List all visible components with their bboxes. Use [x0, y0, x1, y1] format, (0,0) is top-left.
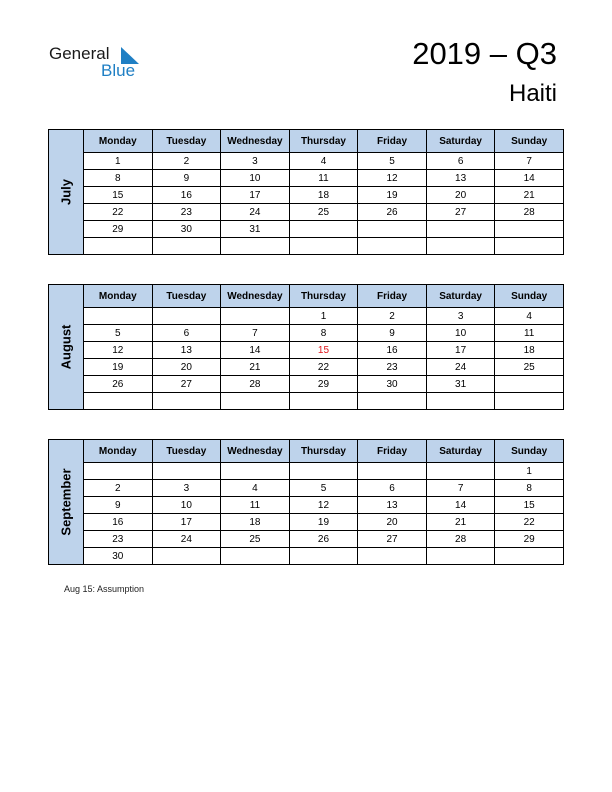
week-row: [49, 187, 564, 204]
day-cell: 24: [221, 204, 290, 221]
day-cell: 16: [358, 342, 427, 359]
day-cell: 18: [289, 187, 358, 204]
day-cell: [426, 221, 495, 238]
weekday-header: Friday: [358, 440, 427, 463]
calendar-july: [48, 129, 564, 255]
country-name: Haiti: [508, 80, 557, 107]
day-cell: 13: [358, 497, 427, 514]
weekday-header: Thursday: [289, 285, 358, 308]
day-cell: 5: [289, 480, 358, 497]
day-cell: [495, 376, 564, 393]
day-cell: [289, 238, 358, 255]
day-cell: 20: [426, 187, 495, 204]
day-cell: [426, 463, 495, 480]
day-cell: 29: [84, 221, 153, 238]
day-cell: 23: [84, 531, 153, 548]
day-cell: 4: [289, 153, 358, 170]
weekday-header: Monday: [84, 130, 153, 153]
day-cell: 11: [221, 497, 290, 514]
day-cell: [289, 548, 358, 565]
day-cell: [152, 463, 221, 480]
day-cell: 23: [358, 359, 427, 376]
day-cell: 14: [426, 497, 495, 514]
day-cell: 8: [495, 480, 564, 497]
day-cell: [221, 463, 290, 480]
day-cell: [221, 308, 290, 325]
day-cell: [289, 463, 358, 480]
day-cell: 17: [152, 514, 221, 531]
day-cell: 1: [84, 153, 153, 170]
day-cell: [358, 548, 427, 565]
day-cell: 7: [221, 325, 290, 342]
day-cell: 19: [84, 359, 153, 376]
day-cell: 4: [495, 308, 564, 325]
day-cell: 1: [495, 463, 564, 480]
day-cell: [358, 393, 427, 410]
day-cell: 11: [289, 170, 358, 187]
day-cell: 13: [152, 342, 221, 359]
day-cell: [221, 548, 290, 565]
day-cell: 14: [221, 342, 290, 359]
day-cell: [358, 221, 427, 238]
day-cell: 21: [495, 187, 564, 204]
week-row: [49, 463, 564, 480]
week-row: [49, 221, 564, 238]
holiday-note: Aug 15: Assumption: [64, 584, 145, 594]
day-cell: [289, 393, 358, 410]
day-cell: [426, 548, 495, 565]
day-cell: 27: [426, 204, 495, 221]
day-cell: 9: [84, 497, 153, 514]
weekday-header: Tuesday: [152, 440, 221, 463]
day-cell: 30: [84, 548, 153, 565]
day-cell: 25: [289, 204, 358, 221]
page-title: 2019 – Q3: [412, 36, 557, 71]
day-cell: [221, 393, 290, 410]
month-table: [48, 129, 564, 255]
day-cell: [84, 463, 153, 480]
day-cell: 7: [495, 153, 564, 170]
day-cell: 24: [152, 531, 221, 548]
day-cell: 24: [426, 359, 495, 376]
day-cell: 4: [221, 480, 290, 497]
day-cell: 18: [221, 514, 290, 531]
weekday-header: Saturday: [426, 130, 495, 153]
weekday-header: Monday: [84, 285, 153, 308]
weekday-header: Tuesday: [152, 285, 221, 308]
day-cell: [152, 308, 221, 325]
day-cell: [289, 221, 358, 238]
week-row: [49, 359, 564, 376]
day-cell: 2: [152, 153, 221, 170]
day-cell: 20: [358, 514, 427, 531]
week-row: [49, 480, 564, 497]
day-cell: 17: [426, 342, 495, 359]
day-cell: 28: [426, 531, 495, 548]
day-cell: [152, 548, 221, 565]
calendar-august: [48, 284, 564, 410]
weekday-header: Tuesday: [152, 130, 221, 153]
month-label: [49, 440, 84, 565]
weekday-header: Saturday: [426, 440, 495, 463]
weekday-header: Sunday: [495, 440, 564, 463]
week-row: [49, 393, 564, 410]
day-cell: 20: [152, 359, 221, 376]
month-label: [49, 285, 84, 410]
weekday-header: Thursday: [289, 440, 358, 463]
weekday-header: Wednesday: [221, 285, 290, 308]
week-row: [49, 376, 564, 393]
week-row: [49, 342, 564, 359]
day-cell: [84, 238, 153, 255]
day-cell: 22: [289, 359, 358, 376]
week-row: [49, 514, 564, 531]
day-cell: 22: [495, 514, 564, 531]
day-cell: [495, 548, 564, 565]
day-cell: 27: [358, 531, 427, 548]
day-cell: 6: [358, 480, 427, 497]
day-cell: [426, 393, 495, 410]
week-row: [49, 325, 564, 342]
day-cell: 31: [221, 221, 290, 238]
day-cell: 29: [289, 376, 358, 393]
week-row: [49, 238, 564, 255]
day-cell: 2: [358, 308, 427, 325]
day-cell: 10: [221, 170, 290, 187]
day-cell: 9: [152, 170, 221, 187]
weekday-header: Sunday: [495, 130, 564, 153]
day-cell: 15: [495, 497, 564, 514]
day-cell: [426, 238, 495, 255]
day-cell: 25: [221, 531, 290, 548]
day-cell: 26: [84, 376, 153, 393]
day-cell: [495, 238, 564, 255]
day-cell: 21: [426, 514, 495, 531]
day-cell: 30: [358, 376, 427, 393]
day-cell: 13: [426, 170, 495, 187]
day-cell: 17: [221, 187, 290, 204]
day-cell: [152, 393, 221, 410]
day-cell: [152, 238, 221, 255]
weekday-header: Sunday: [495, 285, 564, 308]
day-cell: 11: [495, 325, 564, 342]
day-cell: 27: [152, 376, 221, 393]
week-row: [49, 153, 564, 170]
month-name: August: [58, 324, 74, 370]
day-cell: 5: [358, 153, 427, 170]
day-cell: [495, 221, 564, 238]
day-cell: [495, 393, 564, 410]
day-cell: 23: [152, 204, 221, 221]
day-cell: 31: [426, 376, 495, 393]
day-cell: 3: [152, 480, 221, 497]
day-cell: 26: [358, 204, 427, 221]
day-cell: 5: [84, 325, 153, 342]
weekday-header: Thursday: [289, 130, 358, 153]
day-cell: 14: [495, 170, 564, 187]
calendar-september: [48, 439, 564, 565]
weekday-header: Friday: [358, 285, 427, 308]
day-cell: 6: [152, 325, 221, 342]
month-table: [48, 439, 564, 565]
month-table: [48, 284, 564, 410]
day-cell: 29: [495, 531, 564, 548]
weekday-header: Wednesday: [221, 130, 290, 153]
day-cell: [84, 393, 153, 410]
day-cell: 19: [358, 187, 427, 204]
day-cell: 25: [495, 359, 564, 376]
month-name: September: [58, 468, 74, 536]
day-cell: 12: [358, 170, 427, 187]
weekday-header: Monday: [84, 440, 153, 463]
day-cell: 12: [84, 342, 153, 359]
day-cell: 10: [426, 325, 495, 342]
day-cell: 22: [84, 204, 153, 221]
day-cell: [358, 238, 427, 255]
month-name: July: [58, 178, 74, 206]
day-cell: 19: [289, 514, 358, 531]
week-row: [49, 308, 564, 325]
day-cell: [358, 463, 427, 480]
weekday-header: Friday: [358, 130, 427, 153]
day-cell: 15: [289, 342, 358, 359]
weekday-header: Wednesday: [221, 440, 290, 463]
day-cell: 16: [152, 187, 221, 204]
day-cell: 9: [358, 325, 427, 342]
day-cell: 28: [221, 376, 290, 393]
day-cell: [221, 238, 290, 255]
day-cell: 8: [84, 170, 153, 187]
day-cell: 16: [84, 514, 153, 531]
week-row: [49, 531, 564, 548]
week-row: [49, 497, 564, 514]
weekday-header: Saturday: [426, 285, 495, 308]
day-cell: 2: [84, 480, 153, 497]
day-cell: [84, 308, 153, 325]
day-cell: 7: [426, 480, 495, 497]
day-cell: 3: [426, 308, 495, 325]
day-cell: 26: [289, 531, 358, 548]
day-cell: 28: [495, 204, 564, 221]
weekday-header-row: [49, 440, 564, 463]
day-cell: 8: [289, 325, 358, 342]
weekday-header-row: [49, 285, 564, 308]
logo: [49, 44, 159, 84]
week-row: [49, 170, 564, 187]
month-label: [49, 130, 84, 255]
day-cell: 6: [426, 153, 495, 170]
logo-general: General: [49, 44, 110, 63]
day-cell: 30: [152, 221, 221, 238]
weekday-header-row: [49, 130, 564, 153]
day-cell: 3: [221, 153, 290, 170]
week-row: [49, 204, 564, 221]
day-cell: 21: [221, 359, 290, 376]
day-cell: 12: [289, 497, 358, 514]
week-row: [49, 548, 564, 565]
logo-blue: Blue: [101, 61, 136, 80]
day-cell: 15: [84, 187, 153, 204]
day-cell: 1: [289, 308, 358, 325]
day-cell: 10: [152, 497, 221, 514]
day-cell: 18: [495, 342, 564, 359]
